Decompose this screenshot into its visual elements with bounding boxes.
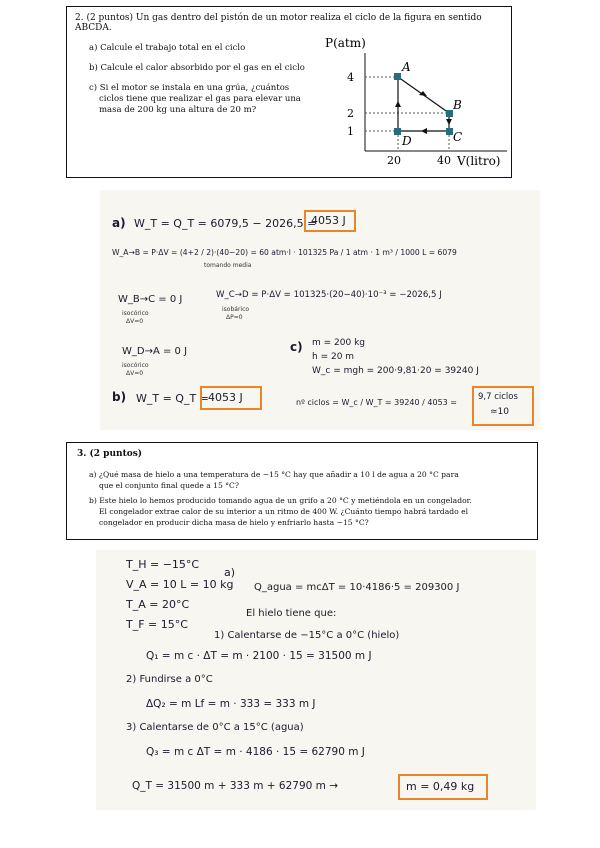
sol3-qt: Q_T = 31500 m + 333 m + 62790 m → [132, 780, 339, 792]
sol3-q2: ΔQ₂ = m Lf = m · 333 = 333 m J [146, 698, 316, 710]
y-tick-1: 1 [347, 125, 354, 138]
sol2-wab: W_A→B = P·ΔV = (4+2 / 2)·(40−20) = 60 atm·l · 101325 Pa / 1 atm · 1 m³ / 1000 L = 6079 [112, 248, 457, 257]
sol3-result: m = 0,49 kg [406, 780, 475, 793]
point-b-label: B [453, 98, 462, 112]
sol3-q3: Q₃ = m c ΔT = m · 4186 · 15 = 62790 m J [146, 746, 365, 758]
point-b-marker [446, 110, 453, 117]
point-d-label: D [402, 134, 412, 148]
problem3-item-b3: congelador en producir dicha masa de hielo y enfriarlo hasta −15 °C? [99, 518, 369, 527]
sol3-result-box [398, 774, 488, 800]
y-axis-label: P(atm) [325, 36, 366, 50]
problem2-item-c1: c) Si el motor se instala en una grúa, ¿cuántos [89, 83, 290, 93]
sol2-wda-note1: isocórico [122, 362, 149, 369]
sol2-wbc-note2: ΔV=0 [126, 318, 144, 325]
sol2-c-height: h = 20 m [312, 352, 355, 362]
sol2-b-label: b) [112, 390, 127, 404]
x-tick-20: 20 [387, 154, 401, 167]
point-d-marker [394, 128, 401, 135]
sol3-tf: T_F = 15°C [126, 618, 188, 631]
sol2-wda: W_D→A = 0 J [122, 346, 188, 357]
problem3-title: 3. (2 puntos) [77, 449, 143, 459]
sol2-ciclos: nº ciclos = W_c / W_T = 39240 / 4053 = [296, 398, 457, 407]
sol2-b-result-box [200, 386, 262, 410]
sol3-hielo: El hielo tiene que: [246, 608, 337, 619]
pv-graph [307, 33, 507, 173]
problem2-item-b: b) Calcule el calor absorbido por el gas en el ciclo [89, 63, 305, 73]
problem3-item-a1: a) ¿Qué masa de hielo a una temperatura de −15 °C hay que añadir a 10 l de agua a 20 °C para [89, 470, 459, 479]
problem2-title: 2. (2 puntos) Un gas dentro del pistón de un motor realiza el ciclo de la figura en sentido ABCDA. [75, 13, 482, 33]
point-c-label: C [453, 130, 463, 144]
sol3-th: T_H = −15°C [126, 558, 200, 571]
sol3-va: V_A = 10 L = 10 kg [126, 578, 234, 591]
sol2-a-result-box [304, 210, 356, 232]
sol2-c-work: W_c = mgh = 200·9,81·20 = 39240 J [312, 366, 479, 376]
arrow-cd [421, 128, 427, 134]
y-tick-2: 2 [347, 107, 354, 120]
sol3-step3: 3) Calentarse de 0°C a 15°C (agua) [126, 722, 304, 733]
x-tick-40: 40 [437, 154, 451, 167]
problem3-item-b1: b) Este hielo lo hemos producido tomando agua de un grifo a 20 °C y metiéndola en un congelador. [89, 496, 472, 505]
sol2-ciclos-approx: ≃10 [490, 407, 509, 417]
sol2-wcd-note2: ΔP=0 [226, 314, 243, 321]
sol2-a-label: a) [112, 216, 126, 230]
sol2-b-result: 4053 J [208, 391, 243, 404]
problem2-item-a: a) Calcule el trabajo total en el ciclo [89, 43, 246, 53]
sol2-a-total: W_T = Q_T = 6079,5 − 2026,5 = [134, 217, 317, 230]
x-axis-label: V(litro) [457, 154, 501, 168]
sol2-ciclos-box [472, 386, 534, 426]
problem2-box [66, 6, 512, 178]
sol3-step1: 1) Calentarse de −15°C a 0°C (hielo) [214, 630, 400, 641]
sol3-step2: 2) Fundirse a 0°C [126, 674, 213, 685]
arrow-da [395, 101, 401, 107]
sol3-ta: T_A = 20°C [126, 598, 190, 611]
sol3-qagua: Q_agua = mcΔT = 10·4186·5 = 209300 J [254, 582, 460, 593]
solution2-scan [100, 190, 540, 430]
sol2-wab-note: tomando media [204, 262, 252, 269]
point-a-marker [394, 73, 401, 80]
sol2-wbc-note1: isocórico [122, 310, 149, 317]
point-a-label: A [402, 60, 411, 74]
problem2-item-c3: masa de 200 kg una altura de 20 m? [99, 105, 257, 115]
sol2-a-result: 4053 J [311, 214, 346, 227]
problem3-item-b2: El congelador extrae calor de su interior a un ritmo de 400 W. ¿Cuánto tiempo habrá tardado el [99, 507, 468, 516]
sol2-wcd: W_C→D = P·ΔV = 101325·(20−40)·10⁻³ = −2026,5 J [216, 290, 442, 300]
sol3-a-label: a) [224, 566, 236, 579]
problem2-item-c2: ciclos tiene que realizar el gas para elevar una [99, 94, 301, 104]
y-tick-4: 4 [347, 71, 354, 84]
sol2-b-total: W_T = Q_T = [136, 392, 209, 405]
problem3-item-a2: que el conjunto final quede a 15 °C? [99, 481, 239, 490]
point-c-marker [446, 128, 453, 135]
sol2-wbc: W_B→C = 0 J [118, 294, 183, 305]
arrow-bc [446, 119, 452, 125]
arrow-ab [419, 91, 427, 96]
problem3-box [66, 442, 538, 540]
solution3-scan [96, 550, 536, 810]
sol2-wda-note2: ΔV=0 [126, 370, 144, 377]
sol2-wcd-note1: isobárico [222, 306, 250, 313]
sol3-q1: Q₁ = m c · ΔT = m · 2100 · 15 = 31500 m J [146, 650, 372, 662]
sol2-c-mass: m = 200 kg [312, 338, 365, 348]
sol2-c-label: c) [290, 340, 303, 354]
sol2-ciclos-result: 9,7 ciclos [478, 392, 518, 402]
